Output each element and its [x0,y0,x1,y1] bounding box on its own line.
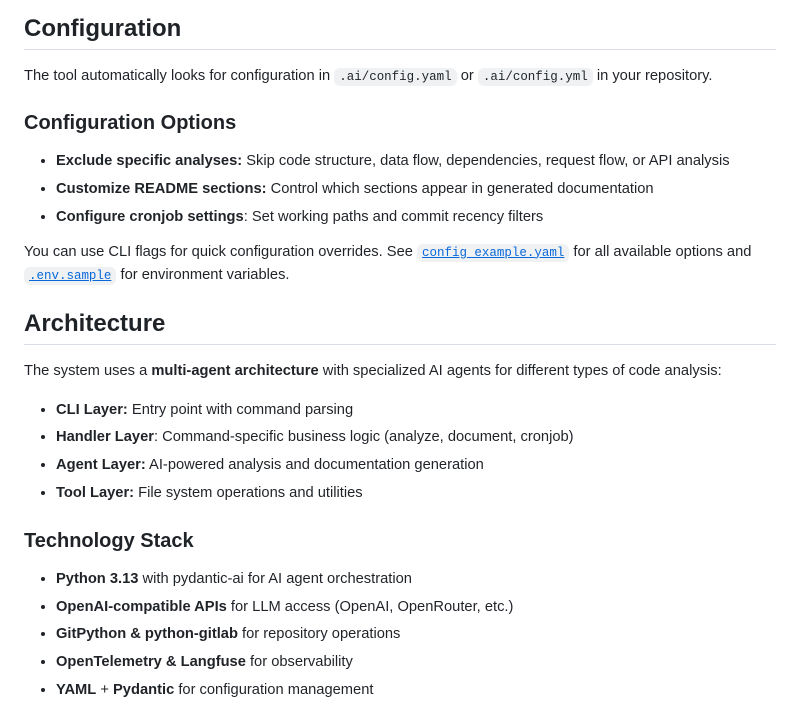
list-item [56,206,776,229]
configuration-options-list [24,150,776,228]
text-run: with specialized AI agents for different types of code analysis: [318,362,722,379]
cli-flags-paragraph [24,241,776,287]
text-run: or [456,67,478,84]
list-item [56,150,776,173]
bold-text: Agent Layer: [56,457,146,474]
list-item [56,651,776,674]
text-run: The tool automatically looks for configuration in [24,67,335,84]
list-item [56,623,776,646]
text-run: File system operations and utilities [134,485,363,501]
text-run: : Set working paths and commit recency filters [243,208,544,225]
bold-text: Exclude specific analyses: [56,153,243,170]
list-item [56,178,776,201]
bold-text: Tool Layer: [56,485,135,501]
list-item [56,399,776,422]
bold-text: YAML [56,681,97,698]
text-run: in your repository. [592,67,713,84]
text-run: : Command-specific business logic (analyze, document, cronjob) [153,429,574,446]
text-run: You can use CLI flags for quick configuration overrides. See [24,243,417,260]
bold-text: CLI Layer: [56,401,128,418]
list-item [56,596,776,619]
text-run: for LLM access (OpenAI, OpenRouter, etc.) [226,598,514,615]
text-run: with pydantic-ai for AI agent orchestration [138,570,412,587]
list-item [56,454,776,477]
bold-text: Configure cronjob settings [56,208,244,225]
bold-text: multi-agent architecture [151,362,319,379]
markdown-document [24,0,776,702]
bold-text: Pydantic [113,681,175,698]
list-item [56,568,776,591]
bold-text: GitPython & python-gitlab [56,626,238,643]
inline-code: .ai/config.yml [478,68,593,86]
bold-text: Handler Layer [56,429,154,446]
list-item [56,679,776,702]
text-run: for configuration management [174,681,374,698]
bold-text: Customize README sections: [56,181,267,198]
bold-text: Python 3.13 [56,570,139,587]
text-run: for all available options and [569,243,752,260]
list-item [56,426,776,449]
text-run: Control which sections appear in generated documentation [266,181,654,198]
text-run: AI-powered analysis and documentation generation [145,457,484,474]
text-run: Entry point with command parsing [127,401,354,418]
config-example-yaml-link[interactable]: config_example.yaml [417,244,569,262]
bold-text: OpenAI-compatible APIs [56,598,227,615]
text-run: Skip code structure, data flow, dependencies, request flow, or API analysis [242,153,730,170]
technology-stack-list [24,568,776,702]
bold-text: OpenTelemetry & Langfuse [56,654,246,671]
technology-stack-heading: Technology Stack [24,529,194,552]
text-run: for repository operations [237,626,401,643]
configuration-options-heading: Configuration Options [24,112,237,135]
configuration-heading: Configuration [24,15,776,50]
text-run: The system uses a [24,362,152,379]
architecture-layers-list [24,399,776,505]
configuration-intro-paragraph [24,65,776,88]
env-sample-link[interactable]: .env.sample [24,267,116,285]
inline-code: .ai/config.yaml [334,68,456,86]
architecture-intro-paragraph [24,360,776,383]
list-item [56,482,776,505]
architecture-heading: Architecture [24,310,776,345]
text-run: for environment variables. [116,266,290,283]
text-run: + [96,681,114,698]
text-run: for observability [245,654,353,671]
